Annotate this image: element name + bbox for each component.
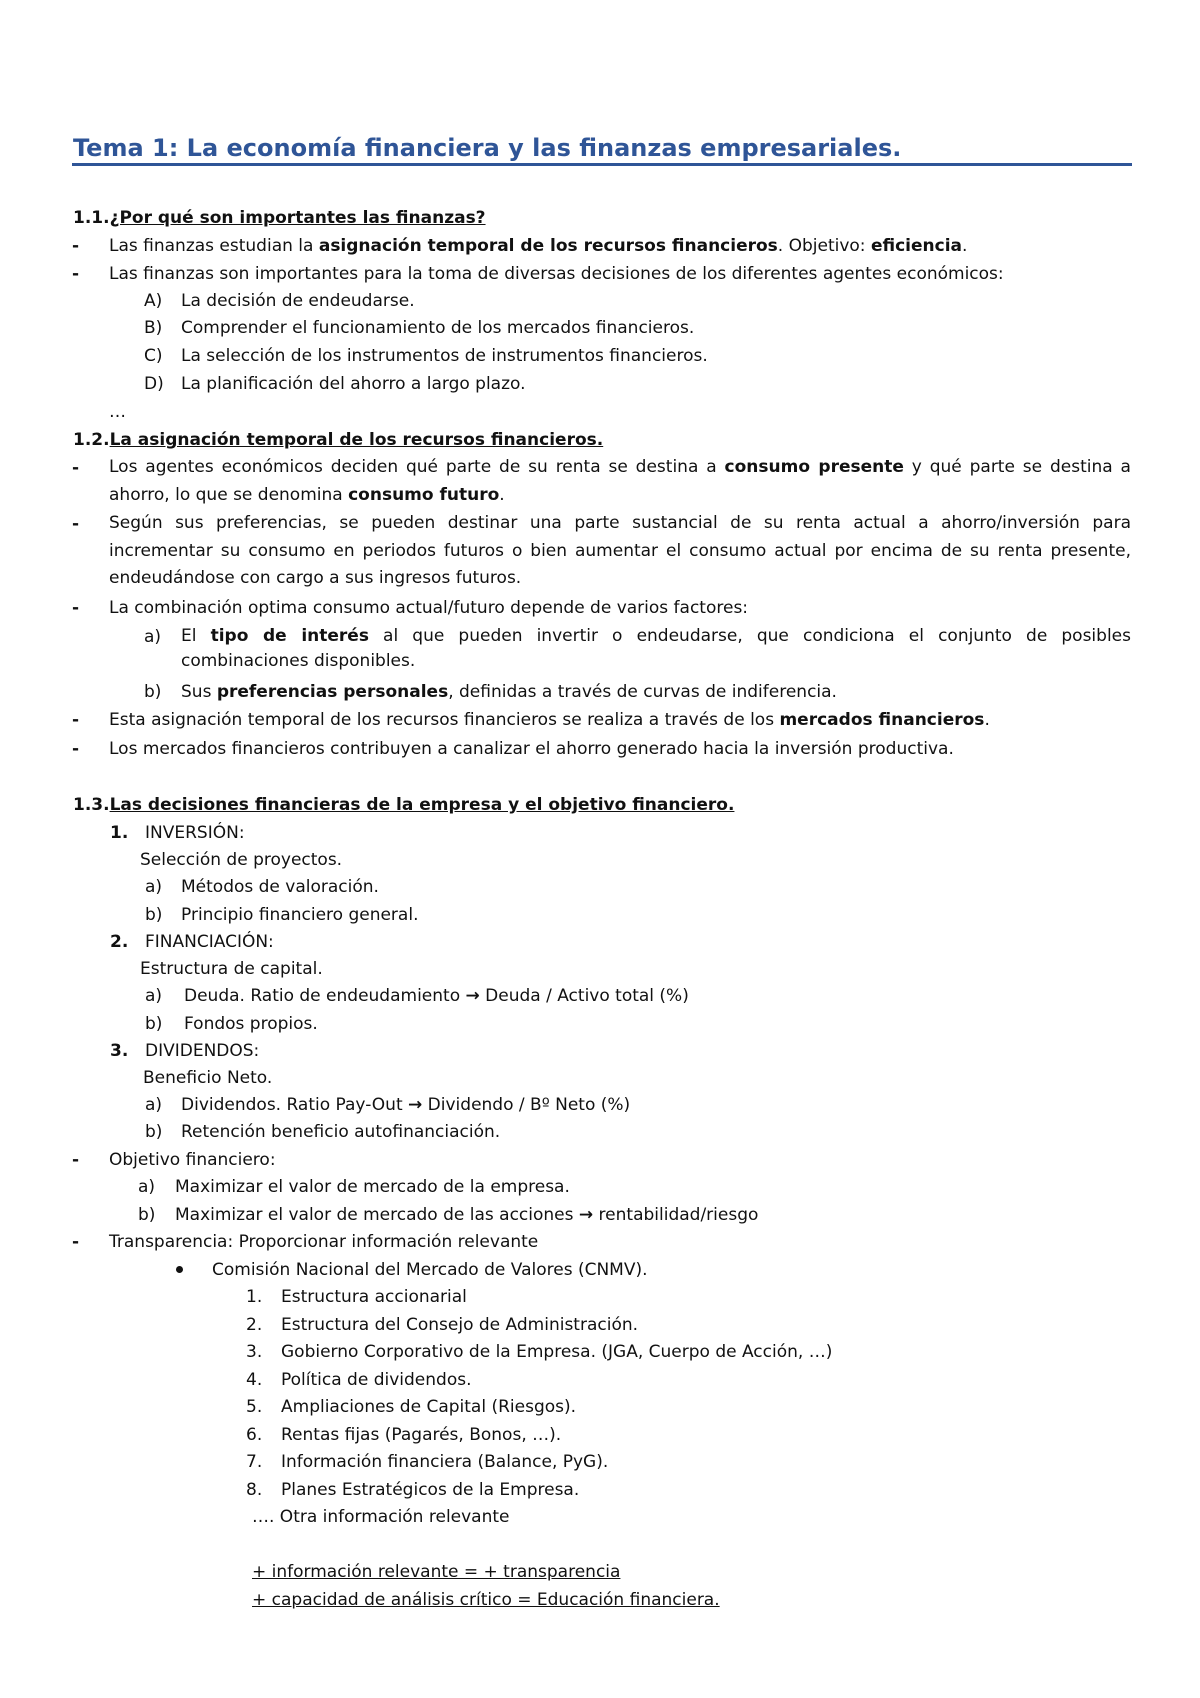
arrow-icon: → bbox=[465, 986, 480, 1006]
list-label: b) bbox=[145, 1014, 163, 1034]
list-number: 2. bbox=[246, 1315, 263, 1335]
paragraph: Según sus preferencias, se pueden destinar una parte sustancial de su renta actual a ahorro/inversión para incrementar su consumo en periodos futuros o bien aumentar el consumo actual por encima de su renta presente, endeudándose con cargo a sus ingresos futuros. bbox=[109, 513, 1131, 588]
list-label: A) bbox=[144, 291, 163, 311]
paragraph: Las finanzas son importantes para la toma de diversas decisiones de los diferentes agentes económicos: bbox=[109, 264, 1004, 284]
arrow-icon: → bbox=[578, 1205, 594, 1225]
paragraph: Objetivo financiero: bbox=[109, 1150, 276, 1170]
paragraph: Transparencia: Proporcionar información relevante bbox=[109, 1232, 539, 1252]
list-label: B) bbox=[144, 318, 163, 338]
section-1-3-heading: 1.3.Las decisiones financieras de la empresa y el objetivo financiero. bbox=[73, 795, 735, 815]
list-label: b) bbox=[138, 1205, 156, 1225]
list-item: Estructura del Consejo de Administración. bbox=[281, 1315, 639, 1335]
list-label: b) bbox=[145, 1122, 163, 1142]
bullet-dash: - bbox=[72, 514, 80, 534]
paragraph: Las finanzas estudian la asignación temporal de los recursos financieros. Objetivo: eficiencia. bbox=[109, 236, 968, 256]
group-number: 3. bbox=[110, 1041, 129, 1061]
list-item: Maximizar el valor de mercado de la empresa. bbox=[175, 1177, 570, 1197]
list-label: b) bbox=[145, 905, 163, 925]
list-item: Comprender el funcionamiento de los mercados financieros. bbox=[181, 318, 695, 338]
group-title: FINANCIACIÓN: bbox=[145, 932, 274, 952]
group-subtitle: Selección de proyectos. bbox=[140, 850, 343, 870]
bullet-dash: - bbox=[72, 458, 80, 478]
list-label: a) bbox=[145, 1095, 163, 1115]
section-1-2-heading: 1.2.La asignación temporal de los recursos financieros. bbox=[73, 430, 604, 450]
document-title: Tema 1: La economía financiera y las finanzas empresariales. bbox=[73, 134, 902, 162]
paragraph: Comisión Nacional del Mercado de Valores (CNMV). bbox=[212, 1260, 648, 1280]
closing-line: + capacidad de análisis crítico = Educación financiera. bbox=[252, 1590, 720, 1610]
title-rule bbox=[72, 163, 1132, 166]
list-item: Principio financiero general. bbox=[181, 905, 419, 925]
list-item: Métodos de valoración. bbox=[181, 877, 379, 897]
group-title: DIVIDENDOS: bbox=[145, 1041, 260, 1061]
list-number: 8. bbox=[246, 1480, 263, 1500]
group-subtitle: Beneficio Neto. bbox=[143, 1068, 273, 1088]
ellipsis: … bbox=[109, 402, 126, 422]
bullet-dash: - bbox=[72, 1232, 80, 1252]
list-item: Dividendos. Ratio Pay-Out → Dividendo / Bº Neto (%) bbox=[181, 1095, 631, 1115]
paragraph: Esta asignación temporal de los recursos financieros se realiza a través de los mercados financieros. bbox=[109, 710, 990, 730]
bullet-dot-icon bbox=[176, 1266, 183, 1273]
arrow-icon: → bbox=[408, 1095, 423, 1115]
list-number: 5. bbox=[246, 1397, 263, 1417]
list-number: 4. bbox=[246, 1370, 263, 1390]
list-item: Maximizar el valor de mercado de las acciones → rentabilidad/riesgo bbox=[175, 1205, 759, 1225]
list-number: 3. bbox=[246, 1342, 263, 1362]
bullet-dash: - bbox=[72, 236, 80, 256]
list-item: Información financiera (Balance, PyG). bbox=[281, 1452, 609, 1472]
group-title: INVERSIÓN: bbox=[145, 823, 245, 843]
list-item: La planificación del ahorro a largo plazo. bbox=[181, 374, 526, 394]
list-label: D) bbox=[144, 374, 164, 394]
list-item: Estructura accionarial bbox=[281, 1287, 467, 1307]
list-item: Planes Estratégicos de la Empresa. bbox=[281, 1480, 580, 1500]
list-number: 6. bbox=[246, 1425, 263, 1445]
bullet-dash: - bbox=[72, 598, 80, 618]
list-item: Sus preferencias personales, definidas a través de curvas de indiferencia. bbox=[181, 682, 837, 702]
group-number: 2. bbox=[110, 932, 129, 952]
closing-line: + información relevante = + transparencia bbox=[252, 1562, 621, 1582]
paragraph: La combinación optima consumo actual/futuro depende de varios factores: bbox=[109, 598, 749, 618]
list-label: a) bbox=[145, 877, 163, 897]
list-number: 7. bbox=[246, 1452, 263, 1472]
paragraph: Los mercados financieros contribuyen a canalizar el ahorro generado hacia la inversión productiva. bbox=[109, 739, 954, 759]
bullet-dash: - bbox=[72, 264, 80, 284]
group-subtitle: Estructura de capital. bbox=[140, 959, 323, 979]
list-item: Retención beneficio autofinanciación. bbox=[181, 1122, 501, 1142]
list-label: C) bbox=[144, 346, 163, 366]
list-item: Rentas fijas (Pagarés, Bonos, …). bbox=[281, 1425, 562, 1445]
paragraph: …. Otra información relevante bbox=[252, 1507, 510, 1527]
list-item: La decisión de endeudarse. bbox=[181, 291, 415, 311]
group-number: 1. bbox=[110, 823, 129, 843]
list-label: a) bbox=[144, 627, 162, 647]
bullet-dash: - bbox=[72, 1150, 80, 1170]
list-label: b) bbox=[144, 682, 162, 702]
list-label: a) bbox=[145, 986, 163, 1006]
section-1-1-heading: 1.1.¿Por qué son importantes las finanzas? bbox=[73, 208, 486, 228]
bullet-dash: - bbox=[72, 710, 80, 730]
list-label: a) bbox=[138, 1177, 156, 1197]
list-item: Ampliaciones de Capital (Riesgos). bbox=[281, 1397, 577, 1417]
paragraph: Los agentes económicos deciden qué parte de su renta se destina a consumo presente y qué parte se destina a ahorro, lo que se denomina consumo futuro. bbox=[109, 457, 1131, 505]
list-item: Deuda. Ratio de endeudamiento → Deuda / Activo total (%) bbox=[184, 986, 689, 1006]
list-item: Gobierno Corporativo de la Empresa. (JGA, Cuerpo de Acción, …) bbox=[281, 1342, 833, 1362]
list-item: El tipo de interés al que pueden invertir o endeudarse, que condiciona el conjunto de posibles combinaciones disponibles. bbox=[181, 626, 1131, 671]
bullet-dash: - bbox=[72, 739, 80, 759]
list-item: Política de dividendos. bbox=[281, 1370, 472, 1390]
list-item: La selección de los instrumentos de instrumentos financieros. bbox=[181, 346, 708, 366]
list-item: Fondos propios. bbox=[184, 1014, 318, 1034]
list-number: 1. bbox=[246, 1287, 263, 1307]
